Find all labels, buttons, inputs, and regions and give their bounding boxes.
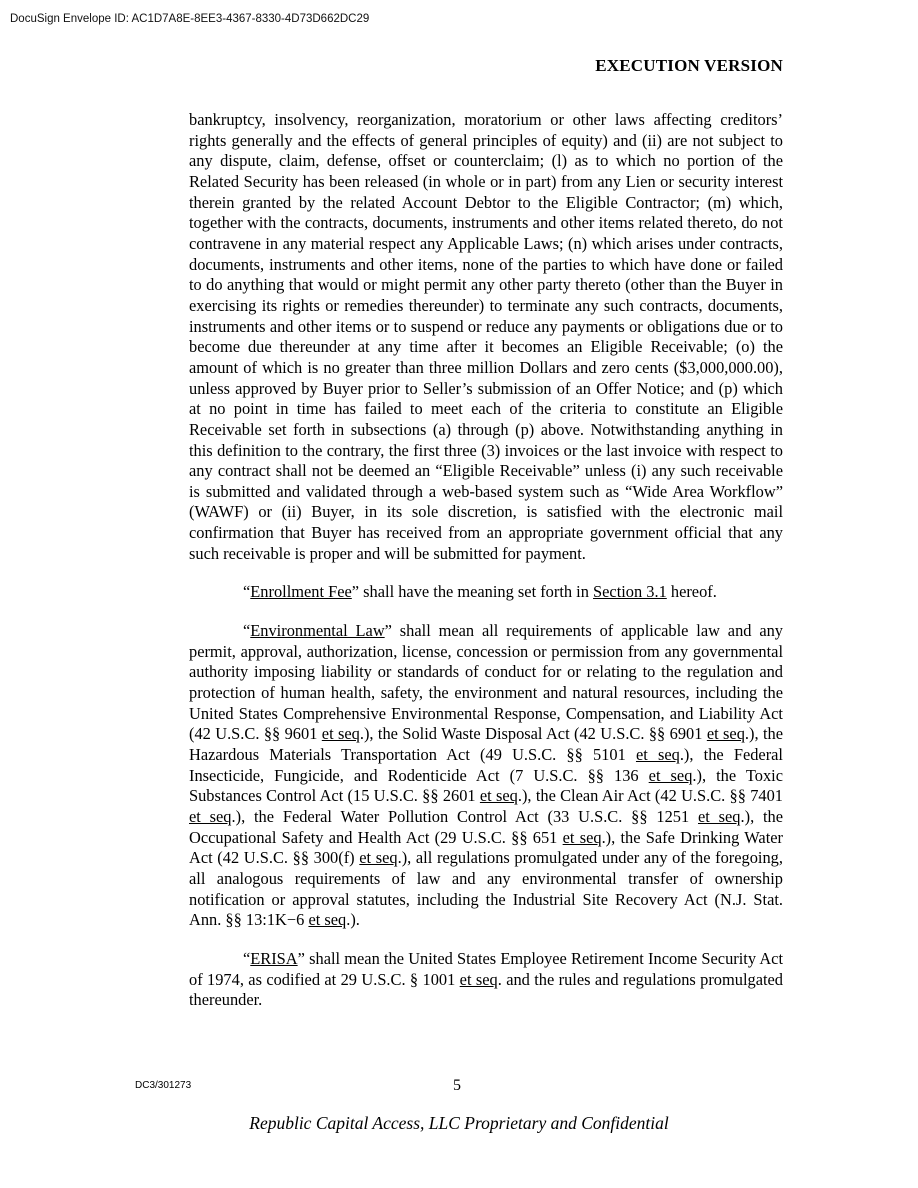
execution-version-label: EXECUTION VERSION	[595, 56, 783, 75]
environmental-law-term: Environmental Law	[250, 621, 385, 641]
section-reference-link: Section 3.1	[593, 582, 667, 602]
erisa-term: ERISA	[250, 948, 298, 968]
document-code: DC3/301273	[135, 1080, 192, 1091]
docusign-envelope-id: DocuSign Envelope ID: AC1D7A8E-8EE3-4367-8330-4D73D662DC29	[10, 13, 370, 25]
page-number: 5	[453, 1077, 461, 1094]
confidentiality-footer: Republic Capital Access, LLC Proprietary and Confidential	[249, 1113, 669, 1133]
document-body	[189, 110, 783, 1011]
environmental-law-definition: “Environmental Law” shall mean all requirements of applicable law and any permit, approval, authorization, license, concession or permission from any governmental authority imposing liability or standards of conduct for or relating to the regulation and protection of human health, safety, the environment and natural resources, including the United States Comprehensive Environmental Response, Compensation, and Liability Act (42 U.S.C. §§ 9601 et seq.), the Solid Waste Disposal Act (42 U.S.C. §§ 6901 et seq.), the Hazardous Materials Transportation Act (49 U.S.C. §§ 5101 et seq.), the Federal Insecticide, Fungicide, and Rodenticide Act (7 U.S.C. §§ 136 et seq.), the Toxic Substances Control Act (15 U.S.C. §§ 2601 et seq.), the Clean Air Act (42 U.S.C. §§ 7401 et seq.), the Federal Water Pollution Control Act (33 U.S.C. §§ 1251 et seq.), the Occupational Safety and Health Act (29 U.S.C. §§ 651 et seq.), the Safe Drinking Water Act (42 U.S.C. §§ 300(f) et seq.), all regulations promulgated under any of the foregoing, all analogous requirements of law and any environmental transfer of ownership notification or approval statutes, including the Industrial Site Recovery Act (N.J. Stat. Ann. §§ 13:1K−6 et seq.).	[189, 621, 784, 930]
enrollment-fee-term: Enrollment Fee	[250, 582, 352, 602]
eligible-receivable-continuation: bankruptcy, insolvency, reorganization, moratorium or other laws affecting creditors’ rights generally and the effects of general principles of equity) and (ii) are not subject to any dispute, claim, defense, offset or counterclaim; (l) as to which no portion of the Related Security has been released (in whole or in part) from any Lien or security interest therein granted by the related Account Debtor to the Eligible Contractor; (m) which, together with the contracts, documents, instruments and other items related thereto, do not contravene in any material respect any Applicable Laws; (n) which arises under contracts, documents, instruments and other items, none of the parties to which have done or failed to do anything that would or might permit any other party thereto (other than the Buyer in exercising its rights or remedies thereunder) to terminate any such contracts, documents, instruments and other items or to suspend or reduce any payments or obligations due or to become due thereunder at any time after it becomes an Eligible Receivable; (o) the amount of which is no greater than three million Dollars and zero cents ($3,000,000.00), unless approved by Buyer prior to Seller’s submission of an Offer Notice; and (p) which at no point in time has failed to meet each of the criteria to constitute an Eligible Receivable set forth in subsections (a) through (p) above. Notwithstanding anything in this definition to the contrary, the first three (3) invoices or the last invoice with respect to any contract shall not be deemed an “Eligible Receivable” unless (i) any such receivable is submitted and validated through a web-based system such as “Wide Area Workflow” (WAWF) or (ii) Buyer, in its sole discretion, is satisfied with the electronic mail confirmation that Buyer has received from an appropriate government official that any such receivable is proper and will be submitted for payment.	[189, 110, 783, 563]
enrollment-fee-definition: “Enrollment Fee” shall have the meaning set forth in Section 3.1 hereof.	[243, 582, 717, 602]
erisa-definition: “ERISA” shall mean the United States Employee Retirement Income Security Act of 1974, as codified at 29 U.S.C. § 1001 et seq. and the rules and regulations promulgated thereunder.	[189, 948, 783, 1010]
